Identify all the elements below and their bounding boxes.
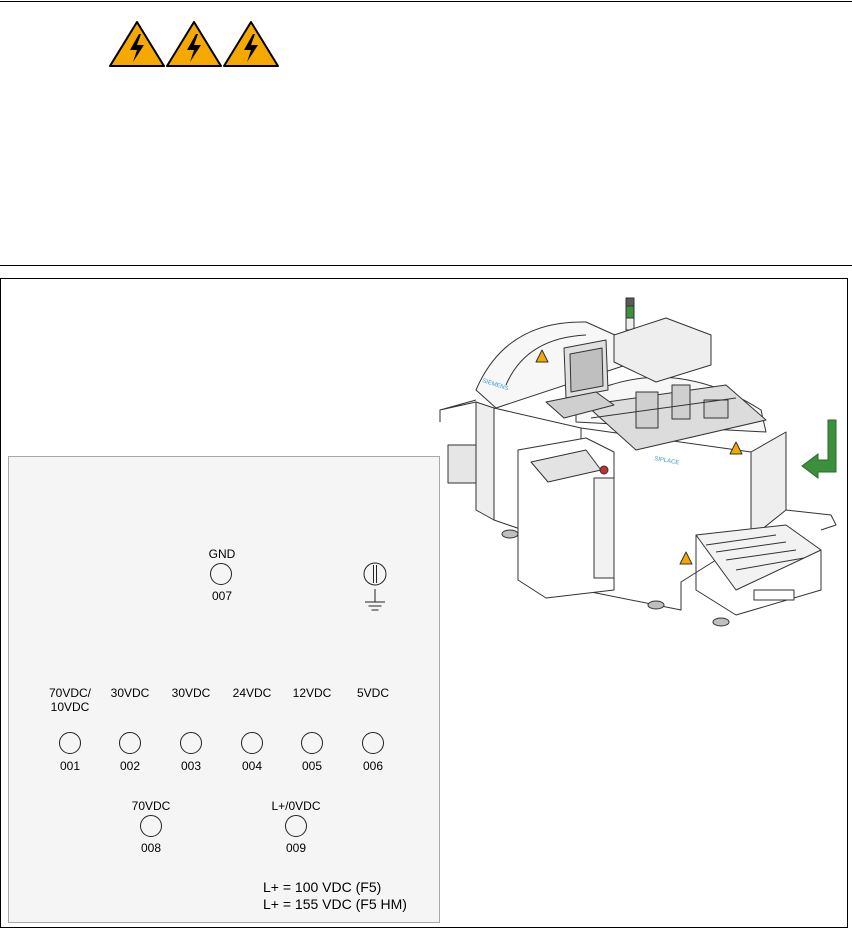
high-voltage-warning-icon [110,22,164,66]
jack-number-003: 003 [180,759,202,773]
jack-008 [140,815,162,837]
jack-number-006: 006 [362,759,384,773]
jack-009 [285,815,307,837]
insertion-arrow-icon [802,420,836,478]
jack-001 [59,732,81,754]
high-voltage-warning-icon [224,22,278,66]
voltage-label-009: L+/0VDC [271,799,321,813]
model-text: SIPLACE [653,456,680,467]
high-voltage-warning-icon [167,22,221,66]
jack-number-001: 001 [59,759,81,773]
voltage-label-001: 70VDC/ 10VDC [48,686,92,714]
jack-006 [362,732,384,754]
voltage-label-006: 5VDC [356,686,390,700]
jack-004 [241,732,263,754]
jack-002 [119,732,141,754]
placement-machine-illustration [436,290,848,630]
jack-number-004: 004 [241,759,263,773]
brand-text: SIEMENS [481,378,509,393]
section-rule [0,265,852,266]
jack-003 [180,732,202,754]
jack-number-009: 009 [285,841,307,855]
jack-number-002: 002 [119,759,141,773]
voltage-label-008: 70VDC [131,799,171,813]
voltage-label-004: 24VDC [232,686,272,700]
warning-icons [108,20,280,73]
jack-number-007: 007 [211,589,233,603]
voltage-label-003: 30VDC [171,686,211,700]
ground-terminal-icon [360,560,390,618]
jack-number-008: 008 [140,841,162,855]
jack-005 [301,732,323,754]
gnd-label: GND [208,547,236,561]
voltage-label-002: 30VDC [110,686,150,700]
voltage-note-f5-hm: L+ = 155 VDC (F5 HM) [263,896,407,912]
voltage-label-005: 12VDC [292,686,332,700]
jack-007 [210,563,232,585]
jack-number-005: 005 [301,759,323,773]
top-rule [0,1,852,2]
voltage-note-f5: L+ = 100 VDC (F5) [263,879,382,895]
